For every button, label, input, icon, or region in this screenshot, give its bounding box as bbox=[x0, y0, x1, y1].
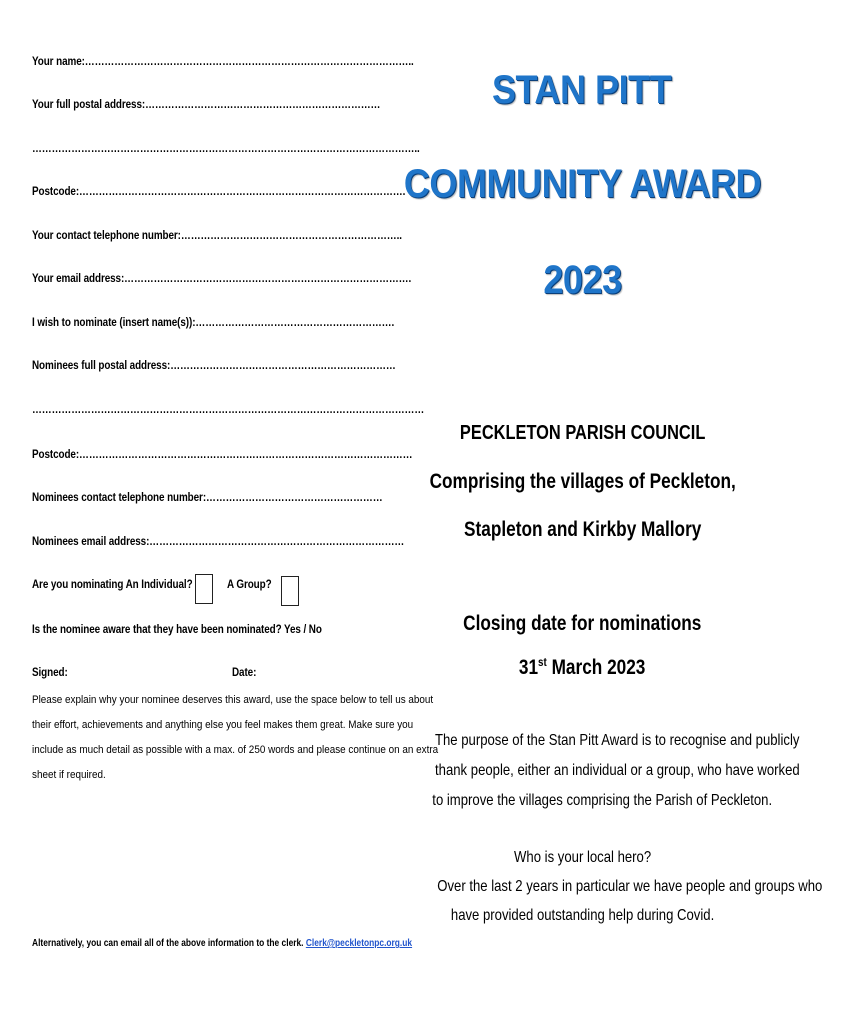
villages-text-1: Comprising the villages of Peckleton, bbox=[429, 470, 736, 493]
closing-date-text bbox=[519, 655, 646, 680]
individual-checkbox[interactable] bbox=[195, 574, 213, 604]
signed-label[interactable]: Signed: bbox=[32, 667, 68, 679]
council-name bbox=[395, 422, 770, 445]
postal-address-field[interactable]: Your full postal address:……………………………………………………………… bbox=[32, 99, 381, 111]
title-line-2 bbox=[372, 162, 792, 207]
closing-rest: March 2023 bbox=[547, 656, 646, 679]
closing-label-text: Closing date for nominations bbox=[463, 612, 702, 635]
group-checkbox[interactable] bbox=[281, 576, 299, 606]
purpose-line: The purpose of the Stan Pitt Award is to recognise and publicly bbox=[434, 732, 800, 749]
title-line-1 bbox=[372, 68, 792, 113]
hero-line: Who is your local hero? bbox=[513, 849, 652, 866]
nominee-address-field[interactable]: Nominees full postal address:…………………………………………………………… bbox=[32, 360, 396, 372]
explanation-line: sheet if required. bbox=[32, 769, 106, 781]
explanation-text bbox=[32, 688, 439, 788]
nominee-phone-field[interactable]: Nominees contact telephone number:……………………………………………… bbox=[32, 492, 383, 504]
purpose-line: to improve the villages comprising the Parish of Peckleton. bbox=[432, 792, 773, 809]
postcode-field[interactable]: Postcode:………………………………………………………………………………………. bbox=[32, 186, 406, 198]
alternative-text: Alternatively, you can email all of the above information to the clerk. bbox=[32, 938, 304, 949]
hero-line: have provided outstanding help during Covid. bbox=[450, 907, 715, 924]
your-name-field[interactable]: Your name:……………………………………………………………………………………….. bbox=[32, 56, 414, 68]
nominate-field[interactable]: I wish to nominate (insert name(s)):……………………………………………………. bbox=[32, 317, 395, 329]
clerk-email-link[interactable]: Clerk@peckletonpc.org.uk bbox=[305, 938, 413, 949]
explanation-line: Please explain why your nominee deserves this award, use the space below to tell us about bbox=[32, 694, 434, 706]
purpose-text bbox=[395, 726, 800, 816]
title-text-2: COMMUNITY AWARD bbox=[403, 162, 761, 206]
hero-line: Over the last 2 years in particular we have people and groups who bbox=[437, 878, 823, 895]
aware-question: Is the nominee aware that they have been nominated? Yes / No bbox=[32, 624, 322, 636]
title-year: 2023 bbox=[542, 258, 622, 302]
title-line-3 bbox=[372, 258, 792, 303]
council-name-text: PECKLETON PARISH COUNCIL bbox=[459, 422, 706, 444]
villages-line-1 bbox=[395, 470, 770, 494]
villages-text-2: Stapleton and Kirkby Mallory bbox=[463, 518, 702, 541]
purpose-line: thank people, either an individual or a group, who have worked bbox=[435, 762, 800, 779]
nominee-email-field[interactable]: Nominees email address:…………………………………………………………………… bbox=[32, 536, 405, 548]
postal-address-cont-field[interactable]: ……………………………………………………………………………………………………….. bbox=[32, 143, 420, 155]
closing-date bbox=[395, 655, 770, 680]
alternative-email-note bbox=[32, 938, 412, 949]
date-label[interactable]: Date: bbox=[232, 667, 257, 679]
nominee-address-cont-field[interactable]: ………………………………………………………………………………………………………… bbox=[32, 404, 425, 416]
title-text-1: STAN PITT bbox=[492, 68, 672, 112]
explanation-line: their effort, achievements and anything else you feel makes them great. Make sure you bbox=[32, 719, 414, 731]
explanation-line: include as much detail as possible with a max. of 250 words and please continue on an extra bbox=[32, 744, 439, 756]
email-field[interactable]: Your email address:……………………………………………………………………………. bbox=[32, 273, 412, 285]
villages-line-2 bbox=[395, 518, 770, 542]
group-label: A Group? bbox=[227, 579, 272, 591]
nominating-label: Are you nominating An Individual? bbox=[32, 579, 193, 591]
local-hero-text bbox=[395, 843, 823, 930]
phone-field[interactable]: Your contact telephone number:………………………………………………………….. bbox=[32, 230, 402, 242]
closing-label bbox=[395, 612, 770, 636]
closing-suffix: st bbox=[538, 655, 548, 669]
nominee-postcode-field[interactable]: Postcode:………………………………………………………………………………………… bbox=[32, 449, 413, 461]
closing-day: 31 bbox=[519, 656, 539, 679]
